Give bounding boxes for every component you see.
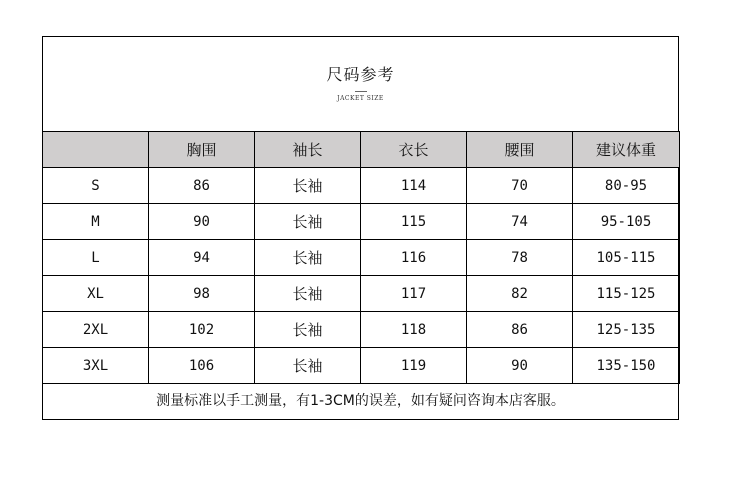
chest-cell: 94 [149,240,255,276]
header-cell-chest: 胸围 [149,132,255,168]
table-row [43,276,680,312]
chest-cell: 86 [149,168,255,204]
header-row [43,132,680,168]
length-cell: 115 [361,204,467,240]
weight-cell: 115-125 [573,276,680,312]
chest-cell: 98 [149,276,255,312]
header-cell-length: 衣长 [361,132,467,168]
chest-cell: 102 [149,312,255,348]
waist-cell: 86 [467,312,573,348]
table-row [43,168,680,204]
size-chart [42,36,679,420]
header-cell-size [43,132,149,168]
sleeve-cell: 长袖 [255,204,361,240]
sleeve-cell: 长袖 [255,168,361,204]
title-divider [355,91,367,92]
length-cell: 117 [361,276,467,312]
length-cell: 116 [361,240,467,276]
chest-cell: 90 [149,204,255,240]
header-cell-waist: 腰围 [467,132,573,168]
table-row [43,348,680,384]
weight-cell: 80-95 [573,168,680,204]
weight-cell: 105-115 [573,240,680,276]
chart-subtitle: JACKET SIZE [337,95,384,102]
header-cell-sleeve: 袖长 [255,132,361,168]
size-cell: S [43,168,149,204]
waist-cell: 74 [467,204,573,240]
waist-cell: 82 [467,276,573,312]
table-row [43,312,680,348]
size-cell: 3XL [43,348,149,384]
size-table [42,131,680,384]
size-cell: M [43,204,149,240]
chart-title: 尺码参考 [326,65,395,84]
size-cell: 2XL [43,312,149,348]
length-cell: 119 [361,348,467,384]
size-cell: XL [43,276,149,312]
waist-cell: 90 [467,348,573,384]
length-cell: 114 [361,168,467,204]
weight-cell: 125-135 [573,312,680,348]
length-cell: 118 [361,312,467,348]
waist-cell: 78 [467,240,573,276]
header-cell-weight: 建议体重 [573,132,680,168]
table-row [43,240,680,276]
table-row [43,204,680,240]
sleeve-cell: 长袖 [255,240,361,276]
sleeve-cell: 长袖 [255,276,361,312]
measurement-note: 测量标准以手工测量，有1-3CM的误差，如有疑问咨询本店客服。 [156,393,565,409]
sleeve-cell: 长袖 [255,348,361,384]
weight-cell: 95-105 [573,204,680,240]
sleeve-cell: 长袖 [255,312,361,348]
waist-cell: 70 [467,168,573,204]
chest-cell: 106 [149,348,255,384]
title-block [43,37,678,132]
size-cell: L [43,240,149,276]
weight-cell: 135-150 [573,348,680,384]
